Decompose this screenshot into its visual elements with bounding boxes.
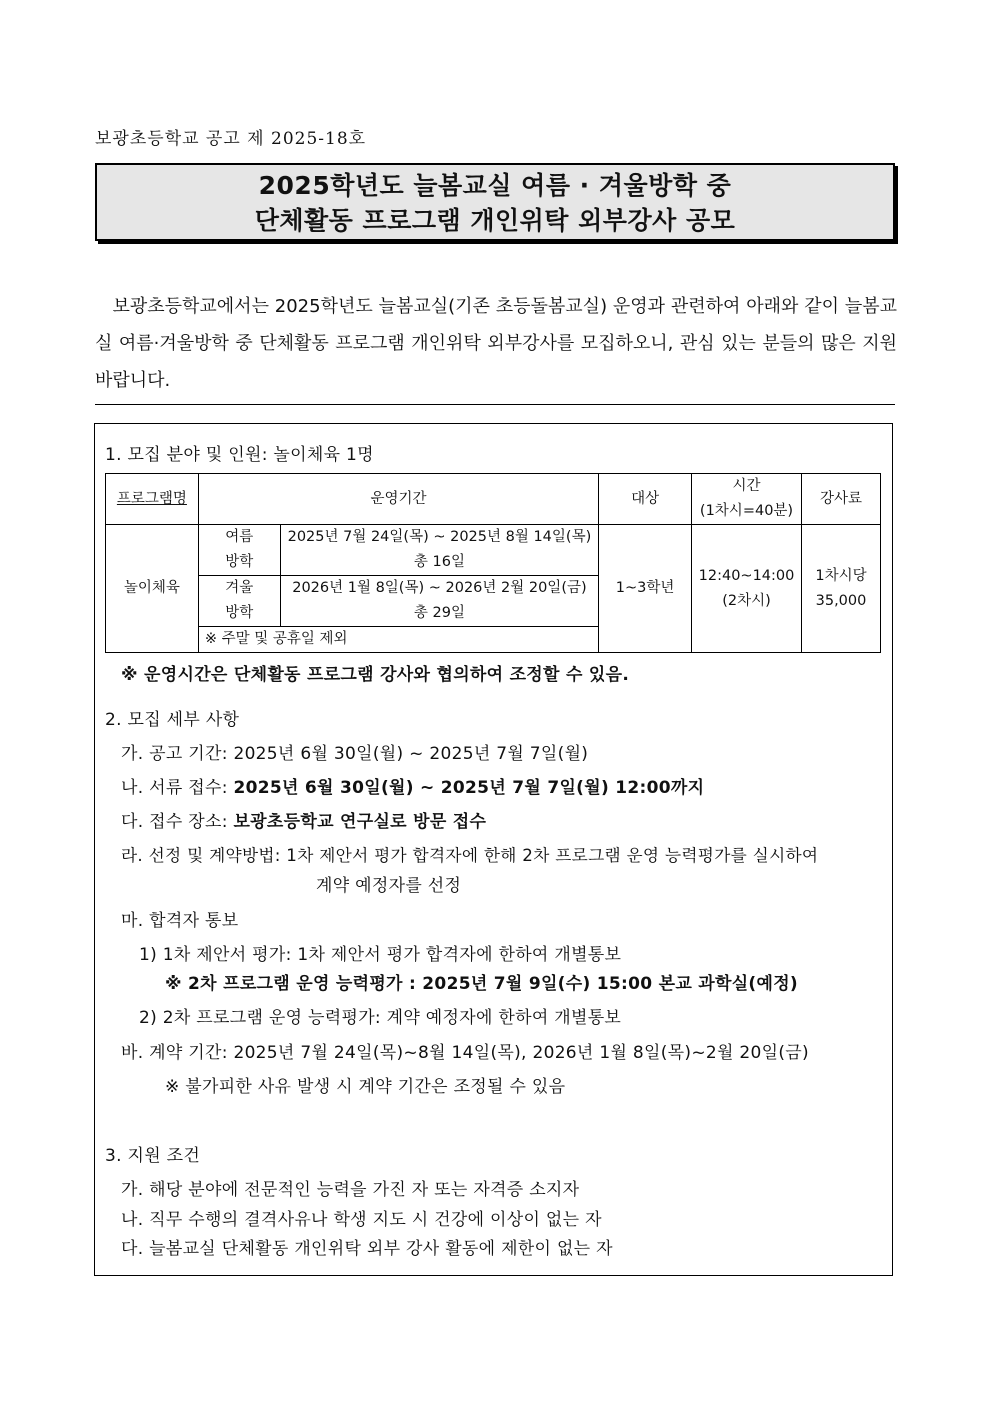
summer-period-cell: 2025년 7월 24일(목) ~ 2025년 8월 14일(목) 총 16일: [280, 525, 598, 576]
header-target: 대상: [599, 474, 692, 525]
header-program: 프로그램명: [106, 474, 199, 525]
section2-item-ra-cont: 계약 예정자를 선정: [316, 876, 462, 896]
section2-ma-2: 2) 2차 프로그램 운영 능력평가: 계약 예정자에 한하여 개별통보: [139, 1008, 622, 1028]
target-cell: 1~3학년: [599, 525, 692, 653]
section3-item-1: 가. 해당 분야에 전문적인 능력을 가진 자 또는 자격증 소지자: [121, 1180, 580, 1200]
section2-ma-1-note: ※ 2차 프로그램 운영 능력평가 : 2025년 7월 9일(수) 15:00 본교 과학실(예정): [165, 974, 799, 994]
title-line-2: 단체활동 프로그램 개인위탁 외부강사 공모: [254, 206, 736, 235]
fee-cell: 1차시당 35,000: [802, 525, 881, 653]
program-table: [105, 473, 881, 653]
divider: [95, 404, 895, 405]
title-line-1: 2025학년도 늘봄교실 여름 · 겨울방학 중: [258, 171, 732, 200]
section2-item-ba: 바. 계약 기간: 2025년 7월 24일(목)~8월 14일(목), 2026년 1월 8일(목)~2월 20일(금): [121, 1043, 809, 1063]
title-box: [95, 163, 895, 241]
section2-item-ra: 라. 선정 및 계약방법: 1차 제안서 평가 합격자에 한해 2차 프로그램 운영 능력평가를 실시하여: [121, 845, 819, 865]
section3-heading: 3. 지원 조건: [105, 1146, 201, 1166]
table-row: [106, 525, 881, 576]
period-note-cell: ※ 주말 및 공휴일 제외: [198, 627, 598, 653]
section2-heading: 2. 모집 세부 사항: [105, 710, 240, 730]
section1-heading: 1. 모집 분야 및 인원: 놀이체육 1명: [105, 445, 374, 465]
winter-label-cell: 겨울 방학: [198, 576, 280, 627]
section2-item-na: 나. 서류 접수: 2025년 6월 30일(월) ~ 2025년 7월 7일(월) 12:00까지: [121, 778, 705, 798]
section2-ba-note: ※ 불가피한 사유 발생 시 계약 기간은 조정될 수 있음: [165, 1077, 566, 1097]
section2-item-ma: 마. 합격자 통보: [121, 911, 239, 931]
section3-item-3: 다. 늘봄교실 단체활동 개인위탁 외부 강사 활동에 제한이 없는 자: [121, 1239, 613, 1259]
program-name-cell: 놀이체육: [106, 525, 199, 653]
header-fee: 강사료: [802, 474, 881, 525]
table-header-row: [106, 474, 881, 525]
notice-number: 보광초등학교 공고 제 2025-18호: [95, 129, 367, 149]
section3-item-2: 나. 직무 수행의 결격사유나 학생 지도 시 건강에 이상이 없는 자: [121, 1210, 602, 1230]
summer-label-cell: 여름 방학: [198, 525, 280, 576]
section2-item-da: 다. 접수 장소: 보광초등학교 연구실로 방문 접수: [121, 812, 487, 832]
winter-period-cell: 2026년 1월 8일(목) ~ 2026년 2월 20일(금) 총 29일: [280, 576, 598, 627]
section2-ma-1: 1) 1차 제안서 평가: 1차 제안서 평가 합격자에 한하여 개별통보: [139, 945, 622, 965]
intro-text: 보광초등학교에서는 2025학년도 늘봄교실(기존 초등돌봄교실) 운영과 관련하여 아래와 같이 늘봄교실 여름·겨울방학 중 단체활동 프로그램 개인위탁 외부강사를 모집하오니, 관심 있는 분들의 많은 지원 바랍니다.: [95, 296, 897, 391]
time-cell: 12:40~14:00 (2차시): [692, 525, 802, 653]
header-time: 시간 (1차시=40분): [692, 474, 802, 525]
intro-paragraph: [95, 288, 897, 399]
header-period: 운영기간: [198, 474, 598, 525]
section1-note: ※ 운영시간은 단체활동 프로그램 강사와 협의하여 조정할 수 있음.: [121, 665, 630, 685]
section2-item-ga: 가. 공고 기간: 2025년 6월 30일(월) ~ 2025년 7월 7일(월): [121, 744, 589, 764]
